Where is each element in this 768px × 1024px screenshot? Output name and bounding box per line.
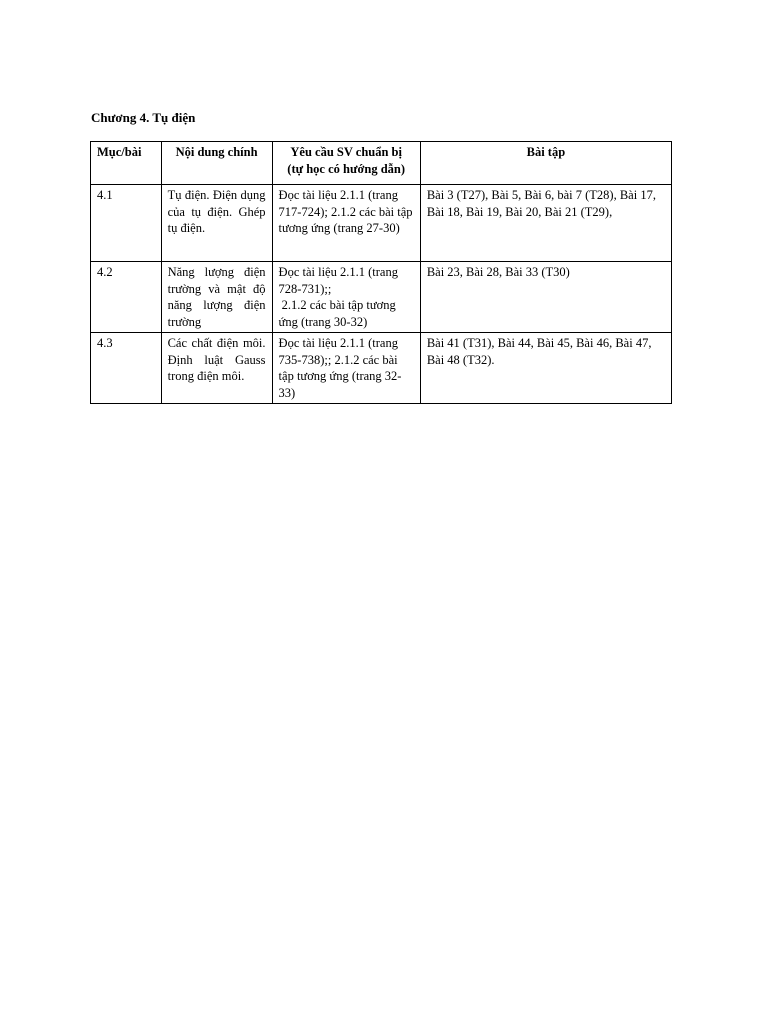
row-content: Tụ điện. Điện dụng của tụ điện. Ghép tụ điện. xyxy=(161,185,272,262)
table-row xyxy=(91,333,672,404)
table-header-row xyxy=(91,142,672,185)
header-section: Mục/bài xyxy=(91,142,162,185)
row-exercises: Bài 3 (T27), Bài 5, Bài 6, bài 7 (T28), Bài 17, Bài 18, Bài 19, Bài 20, Bài 21 (T29), xyxy=(420,185,671,262)
table-row xyxy=(91,185,672,262)
header-preparation-line1: Yêu cầu SV chuẩn bị xyxy=(290,145,402,159)
chapter-heading: Chương 4. Tụ điện xyxy=(91,110,196,125)
table-row xyxy=(91,262,672,333)
row-exercises: Bài 23, Bài 28, Bài 33 (T30) xyxy=(420,262,671,333)
row-preparation-line1: Đọc tài liệu 2.1.1 (trang 728-731);; xyxy=(278,265,398,296)
study-plan-table xyxy=(90,141,672,404)
row-content: Năng lượng điện trường và mật độ năng lượng điện trường xyxy=(161,262,272,333)
row-section: 4.1 xyxy=(91,185,162,262)
row-preparation xyxy=(272,262,420,333)
row-preparation-line2: 2.1.2 các bài tập tương ứng (trang 30-32) xyxy=(278,298,399,329)
row-section: 4.3 xyxy=(91,333,162,404)
row-preparation: Đọc tài liệu 2.1.1 (trang 735-738);; 2.1.2 các bài tập tương ứng (trang 32-33) xyxy=(272,333,420,404)
header-preparation xyxy=(272,142,420,185)
header-exercises: Bài tập xyxy=(420,142,671,185)
header-preparation-line2: (tự học có hướng dẫn) xyxy=(287,161,406,176)
row-exercises: Bài 41 (T31), Bài 44, Bài 45, Bài 46, Bài 47, Bài 48 (T32). xyxy=(420,333,671,404)
row-preparation: Đọc tài liệu 2.1.1 (trang 717-724); 2.1.2 các bài tập tương ứng (trang 27-30) xyxy=(272,185,420,262)
row-section: 4.2 xyxy=(91,262,162,333)
row-content: Các chất điện môi. Định luật Gauss trong điện môi. xyxy=(161,333,272,404)
header-main-content: Nội dung chính xyxy=(161,142,272,185)
